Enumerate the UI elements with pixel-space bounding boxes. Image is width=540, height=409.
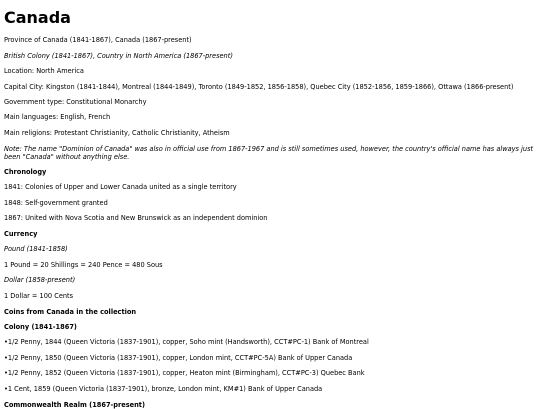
country-status: British Colony (1841-1867), Country in North America (1867-present) xyxy=(4,51,233,60)
page-title: Canada xyxy=(4,8,71,27)
government-text: Government type: Constitutional Monarchy xyxy=(4,97,147,106)
realm-heading: Commonwealth Realm (1867-present) xyxy=(4,400,145,409)
collection-heading: Coins from Canada in the collection xyxy=(4,307,137,316)
chronology-entry: 1867: United with Nova Scotia and New Brunswick as an independent dominion xyxy=(4,214,268,223)
chronology-entry: 1841: Colonies of Upper and Lower Canada united as a single territory xyxy=(4,182,237,191)
location-text: Location: North America xyxy=(4,67,84,76)
coin-list-item: •1/2 Penny, 1852 (Queen Victoria (1837-1901), copper, Heaton mint (Birmingham), CCT#PC-3) Quebec Bank xyxy=(4,369,365,378)
chronology-heading: Chronology xyxy=(4,167,47,176)
religions-text: Main religions: Protestant Christianity, Catholic Christianity, Atheism xyxy=(4,128,230,137)
coin-list-item: •1/2 Penny, 1844 (Queen Victoria (1837-1901), copper, Soho mint (Handsworth), CCT#PC-1) Bank of Montreal xyxy=(4,338,369,347)
languages-text: Main languages: English, French xyxy=(4,113,111,122)
name-note: Note: The name "Dominion of Canada" was also in official use from 1867-1967 and is still sometimes used, however, the country's official name has always just been "Canada" without anything else. xyxy=(4,144,534,161)
coin-list-item: •1/2 Penny, 1850 (Queen Victoria (1837-1901), copper, London mint, CCT#PC-5A) Bank of Upper Canada xyxy=(4,353,353,362)
currency-pound-rate: 1 Pound = 20 Shillings = 240 Pence = 480 Sous xyxy=(4,260,163,269)
currency-heading: Currency xyxy=(4,229,38,238)
country-names: Province of Canada (1841-1867), Canada (1867-present) xyxy=(4,36,192,44)
currency-dollar-rate: 1 Dollar = 100 Cents xyxy=(4,291,74,300)
colony-heading: Colony (1841-1867) xyxy=(4,322,77,331)
chronology-entry: 1848: Self-government granted xyxy=(4,198,108,207)
coin-list-item: •1 Cent, 1859 (Queen Victoria (1837-1901), bronze, London mint, KM#1) Bank of Upper Canada xyxy=(4,385,323,394)
currency-pound-label: Pound (1841-1858) xyxy=(4,245,68,254)
currency-dollar-label: Dollar (1858-present) xyxy=(4,276,76,285)
capital-text: Capital City: Kingston (1841-1844), Montreal (1844-1849), Toronto (1849-1852, 1856-1858), Quebec City (1852-1856, 1859-1866), Ottawa (1866-present) xyxy=(4,82,514,91)
